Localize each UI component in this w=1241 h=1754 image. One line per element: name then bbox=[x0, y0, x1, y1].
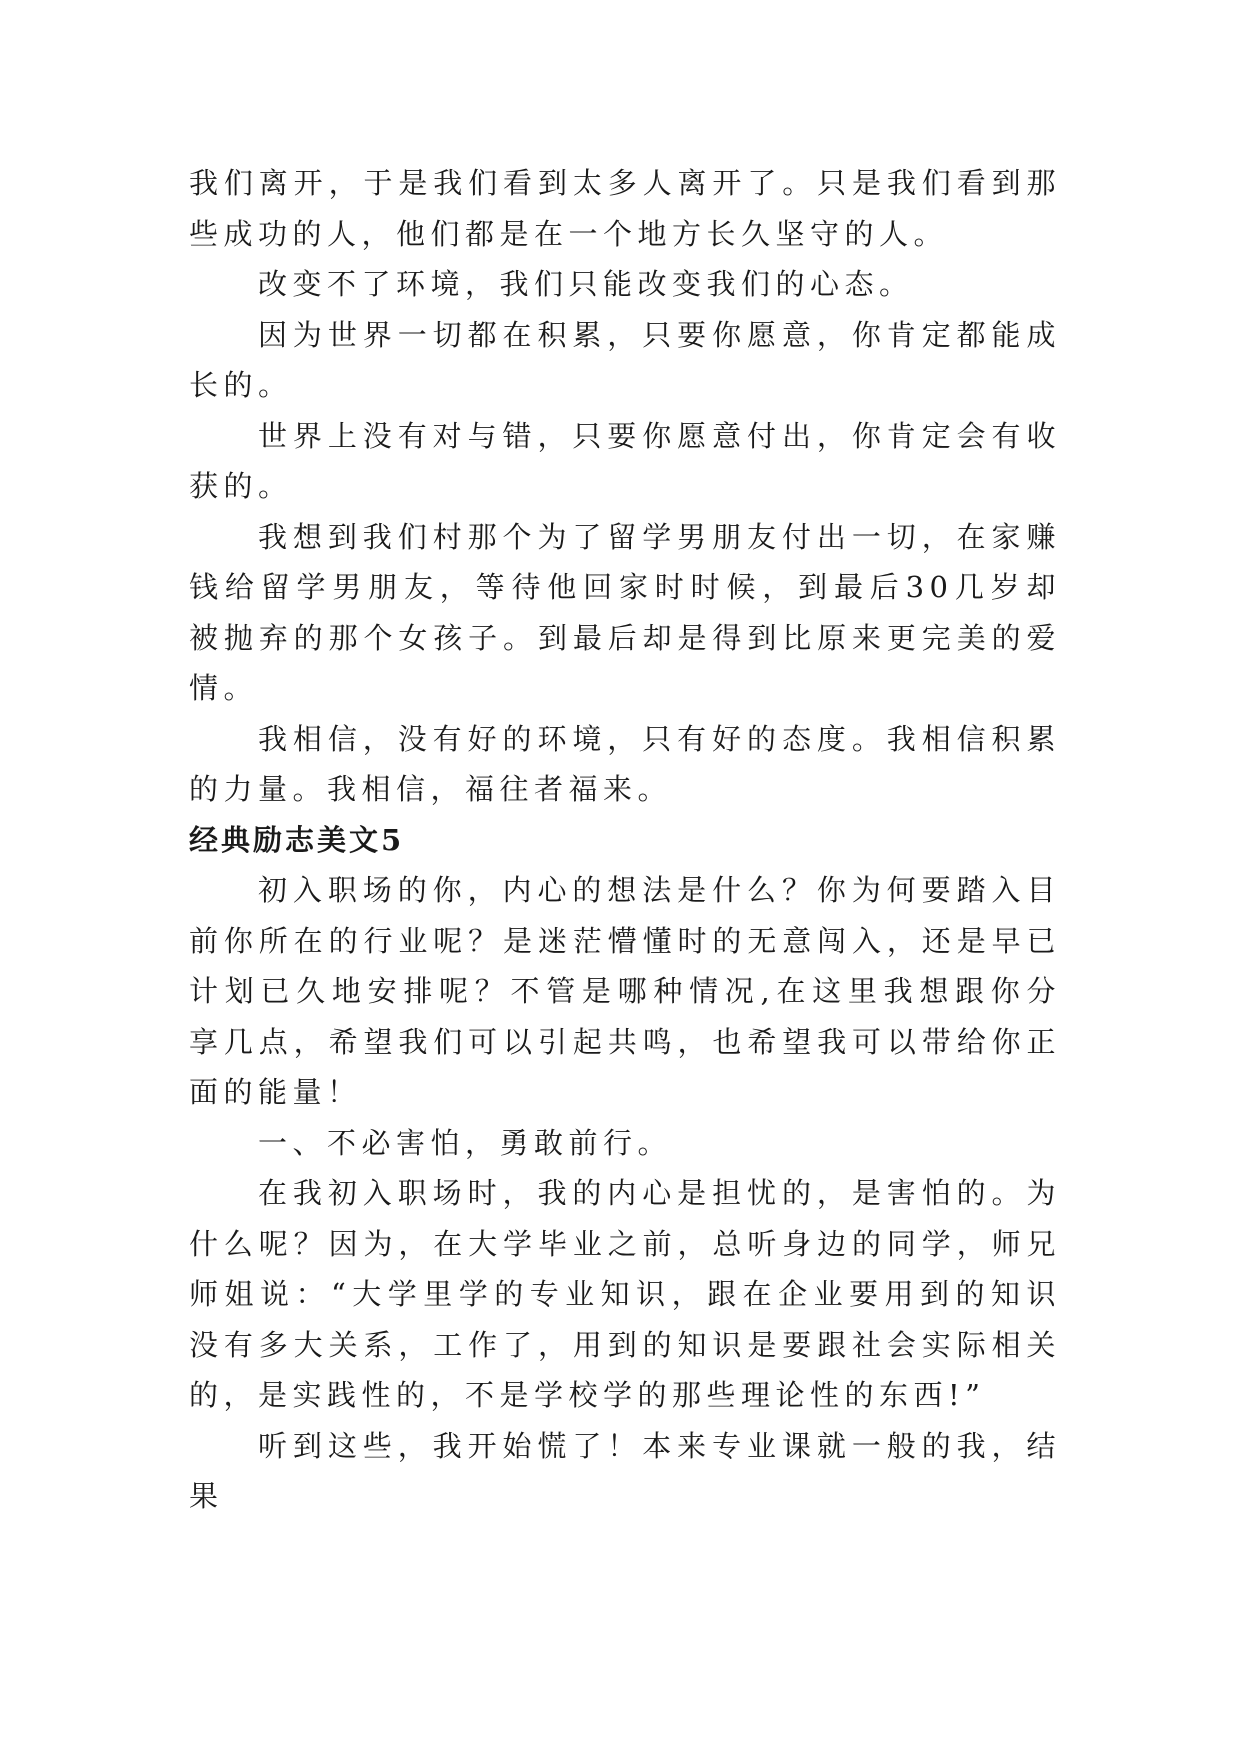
paragraph-1: 我们离开，于是我们看到太多人离开了。只是我们看到那些成功的人，他们都是在一个地方长久坚守的人。 bbox=[189, 166, 1061, 251]
paragraph-2: 改变不了环境，我们只能改变我们的心态。 bbox=[258, 267, 914, 301]
section-paragraph-3: 在我初入职场时，我的内心是担忧的，是害怕的。为什么呢？因为，在大学毕业之前，总听身边的同学，师兄师姐说：“大学里学的专业知识，跟在企业要用到的知识没有多大关系，工作了，用到的知识是要跟社会实际相关的，是实践性的，不是学校学的那些理论性的东西!” bbox=[189, 1176, 1061, 1412]
section-paragraph-4: 听到这些，我开始慌了！本来专业课就一般的我，结果 bbox=[189, 1428, 1061, 1513]
section-paragraph-2: 一、不必害怕，勇敢前行。 bbox=[258, 1125, 673, 1160]
paragraph-3: 因为世界一切都在积累，只要你愿意，你肯定都能成长的。 bbox=[189, 317, 1061, 402]
paragraph-4: 世界上没有对与错，只要你愿意付出，你肯定会有收获的。 bbox=[189, 418, 1061, 503]
section-title: 经典励志美文5 bbox=[189, 822, 405, 857]
section-paragraph-1: 初入职场的你，内心的想法是什么？你为何要踏入目前你所在的行业呢？是迷茫懵懂时的无意闯入，还是早已计划已久地安排呢？不管是哪种情况,在这里我想跟你分享几点，希望我们可以引起共鸣，也希望我可以带给你正面的能量！ bbox=[189, 873, 1061, 1109]
document-page bbox=[189, 158, 1061, 1522]
paragraph-5: 我想到我们村那个为了留学男朋友付出一切，在家赚钱给留学男朋友，等待他回家时时候，到最后30几岁却被抛弃的那个女孩子。到最后却是得到比原来更完美的爱情。 bbox=[189, 519, 1061, 705]
paragraph-6: 我相信，没有好的环境，只有好的态度。我相信积累的力量。我相信，福往者福来。 bbox=[189, 721, 1061, 806]
